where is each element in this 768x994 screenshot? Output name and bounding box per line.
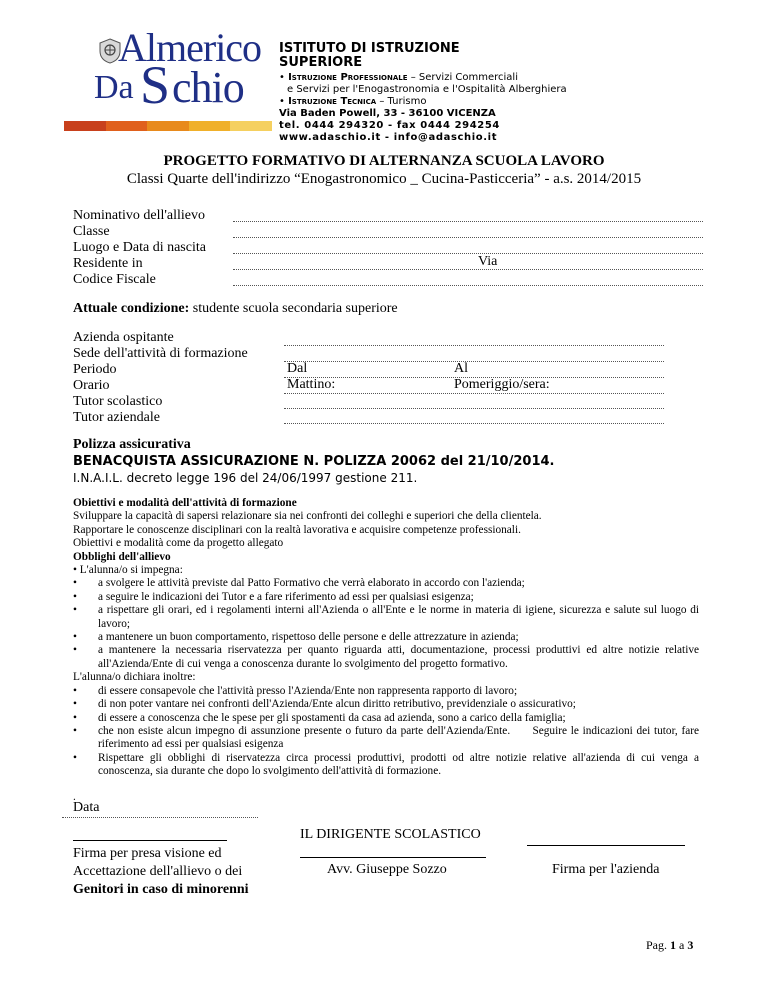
name-label: Nominativo dell'allievo xyxy=(73,208,205,223)
logo-chio: chio xyxy=(172,63,244,112)
obligations-intro: • L'alunna/o si impegna: xyxy=(73,564,183,577)
list-item: • Rispettare gli obblighi di riservatezza circa processi produttivi, prodotti od altre notizie relative all'azienda di cui venga a conoscenza, sia durante che dopo lo svolgimento dell'attività di formazione. xyxy=(73,752,699,779)
list-item: • a mantenere un buon comportamento, rispettoso delle persone e delle attrezzature in azienda; xyxy=(73,631,699,644)
training-site-field[interactable] xyxy=(284,360,664,362)
logo-almerico: Almerico xyxy=(118,25,262,70)
insurance-section xyxy=(73,437,554,487)
school-title-line2: SUPERIORE xyxy=(279,55,363,70)
school-title-line1: ISTITUTO DI ISTRUZIONE xyxy=(279,41,460,56)
name-field[interactable] xyxy=(233,220,703,222)
company-tutor-label: Tutor aziendale xyxy=(73,410,160,425)
list-item: • di non poter vantare nei confronti dell'Azienda/Ente alcun diritto retributivo, previdenziale o assicurativo; xyxy=(73,698,699,711)
bar-segment-2 xyxy=(106,121,148,131)
header-line1-rest: – Servizi Commerciali xyxy=(407,72,518,83)
class-label: Classe xyxy=(73,224,110,239)
list-item: • di essere consapevole che l'attività presso l'Azienda/Ente non rappresenta rapporto di lavoro; xyxy=(73,685,699,698)
host-company-field[interactable] xyxy=(284,344,664,346)
class-field[interactable] xyxy=(233,236,703,238)
page-of-label: a xyxy=(676,938,688,952)
company-tutor-field[interactable] xyxy=(284,422,664,424)
objectives-title: Obiettivi e modalità dell'attività di formazione xyxy=(73,497,297,509)
condition-label: Attuale condizione: xyxy=(73,301,190,316)
date-label: Data xyxy=(73,800,100,815)
document-title: PROGETTO FORMATIVO DI ALTERNANZA SCUOLA LAVORO xyxy=(163,153,605,169)
student-sign-line2: Accettazione dell'allievo o dei xyxy=(73,864,243,879)
page-total: 3 xyxy=(687,938,694,952)
objective-line-2: Rapportare le conoscenze disciplinari con la realtà lavorativa e acquisire competenze professionali. xyxy=(73,523,521,536)
document-subtitle: Classi Quarte dell'indirizzo “Enogastronomico _ Cucina-Pasticceria” - a.s. 2014/2015 xyxy=(126,171,642,187)
training-site-label: Sede dell'attività di formazione xyxy=(73,346,248,361)
bar-segment-4 xyxy=(189,121,231,131)
hours-field[interactable] xyxy=(284,392,664,394)
list-item: • a seguire le indicazioni dei Tutor e a fare riferimento ad essi per qualsiasi esigenza; xyxy=(73,591,699,604)
resident-label: Residente in xyxy=(73,256,143,271)
from-label: Dal xyxy=(287,361,308,376)
to-label: Al xyxy=(454,361,468,376)
school-tutor-label: Tutor scolastico xyxy=(73,394,163,409)
page-label: Pag. xyxy=(646,938,670,952)
list-item: • a mantenere la necessaria riservatezza per quanto riguarda atti, documentazione, processi produttivi ed altre notizie relative all'Azienda/Ente di cui venga a conoscenza durante lo svolgimento del progetto formativo. xyxy=(73,644,699,671)
header-phone: tel. 0444 294320 - fax 0444 294254 xyxy=(279,120,500,131)
header-web: www.adaschio.it - info@adaschio.it xyxy=(279,132,498,143)
declares-intro: L'alunna/o dichiara inoltre: xyxy=(73,671,196,684)
objective-line-3: Obiettivi e modalità come da progetto allegato xyxy=(73,537,284,550)
header-address: Via Baden Powell, 33 - 36100 VICENZA xyxy=(279,108,496,119)
morning-label: Mattino: xyxy=(287,377,336,392)
list-item: • a svolgere le attività previste dal Patto Formativo che verrà elaborato in accordo con l'azienda; xyxy=(73,577,699,590)
objective-line-1: Sviluppare la capacità di sapersi relazionare sia nei confronti dei colleghi e superiori che della clientela. xyxy=(73,510,542,523)
school-tutor-field[interactable] xyxy=(284,407,664,409)
list-item: • che non esiste alcun impegno di assunzione presente o futuro da parte dell'Azienda/Ente. Seguire le indicazioni dei tutor, fare riferimento ad essi per qualsiasi esigenza xyxy=(73,725,699,752)
logo-color-bar xyxy=(64,121,272,131)
header-line3-bold: Istruzione Tecnica xyxy=(288,96,377,107)
via-label: Via xyxy=(478,254,498,269)
birth-label: Luogo e Data di nascita xyxy=(73,240,206,255)
list-item: • a rispettare gli orari, ed i regolamenti interni all'Azienda o all'Ente e le norme in materia di igiene, sicurezza e salute sul luogo di lavoro; xyxy=(73,604,699,631)
obligations-list xyxy=(73,577,699,671)
student-signature-block xyxy=(73,845,249,899)
page-number xyxy=(646,938,693,953)
company-signature-line[interactable] xyxy=(527,845,685,846)
logo-da: Da xyxy=(94,69,134,106)
bar-segment-1 xyxy=(64,121,106,131)
afternoon-label: Pomeriggio/sera: xyxy=(454,377,550,392)
period-label: Periodo xyxy=(73,362,117,377)
header-line3-rest: – Turismo xyxy=(376,96,427,107)
principal-signature-line[interactable] xyxy=(300,857,486,858)
header-line1: • Istruzione Professionale – Servizi Commerciali xyxy=(279,72,518,83)
date-field[interactable] xyxy=(62,816,258,818)
insurance-title: Polizza assicurativa xyxy=(73,437,191,452)
student-sign-line3: Genitori in caso di minorenni xyxy=(73,882,249,897)
company-fields xyxy=(73,330,283,426)
fiscal-code-field[interactable] xyxy=(233,284,703,286)
birth-field[interactable] xyxy=(233,252,703,254)
condition-value: studente scuola secondaria superiore xyxy=(189,301,398,316)
inail-reference: I.N.A.I.L. decreto legge 196 del 24/06/1997 gestione 211. xyxy=(73,471,418,485)
principal-name: Avv. Giuseppe Sozzo xyxy=(327,862,447,877)
current-condition xyxy=(73,301,398,317)
school-logo xyxy=(94,25,274,116)
header-line2: e Servizi per l'Enogastronomia e l'Ospitalità Alberghiera xyxy=(287,84,567,95)
page-current: 1 xyxy=(670,938,676,952)
bar-segment-3 xyxy=(147,121,189,131)
fiscal-code-label: Codice Fiscale xyxy=(73,272,156,287)
school-header xyxy=(279,42,699,144)
list-item: • di essere a conoscenza che le spese per gli spostamenti da casa ad azienda, sono a carico della famiglia; xyxy=(73,712,699,725)
student-sign-line1: Firma per presa visione ed xyxy=(73,846,222,861)
bar-segment-5 xyxy=(230,121,272,131)
hours-label: Orario xyxy=(73,378,110,393)
company-signature-label: Firma per l'azienda xyxy=(552,862,660,877)
header-line3: • Istruzione Tecnica – Turismo xyxy=(279,96,427,107)
trailing-dot: . xyxy=(73,790,76,803)
header-line1-bold: Istruzione Professionale xyxy=(288,72,408,83)
resident-field[interactable] xyxy=(233,268,703,270)
declarations-list xyxy=(73,684,702,779)
insurance-policy: BENACQUISTA ASSICURAZIONE N. POLIZZA 20062 del 21/10/2014. xyxy=(73,454,555,469)
principal-title: IL DIRIGENTE SCOLASTICO xyxy=(300,827,481,842)
obligations-title: Obblighi dell'allievo xyxy=(73,550,171,563)
student-signature-line[interactable] xyxy=(73,840,227,841)
body-text xyxy=(73,497,702,804)
host-company-label: Azienda ospitante xyxy=(73,330,174,345)
logo-s: S xyxy=(140,55,171,115)
